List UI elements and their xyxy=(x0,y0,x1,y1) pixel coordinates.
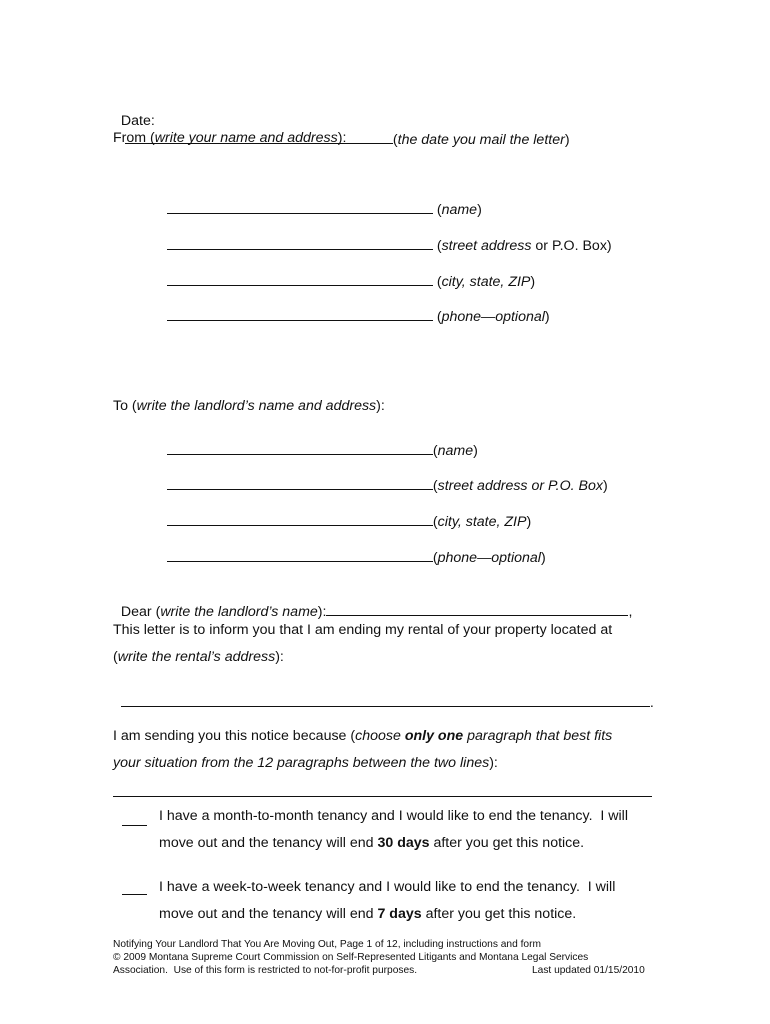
to-street-row: (street address or P.O. Box) xyxy=(159,458,608,495)
section-divider xyxy=(113,796,652,797)
notice-line1: I am sending you this notice because (choose only one paragraph that best fits xyxy=(113,728,613,744)
rental-address-blank[interactable] xyxy=(121,693,650,707)
from-heading: From (write your name and address): xyxy=(113,130,347,146)
to-phone-row: (phone—optional) xyxy=(159,530,546,567)
address-row: . xyxy=(113,675,654,712)
date-hint: the date you mail the letter xyxy=(397,132,565,148)
from-name-row: (name) xyxy=(159,182,482,219)
from-city-blank[interactable] xyxy=(167,272,433,286)
option-2-line2: move out and the tenancy will end 7 days after you get this notice. xyxy=(159,906,577,922)
to-city-blank[interactable] xyxy=(167,512,433,526)
from-phone-row: (phone—optional) xyxy=(159,289,550,326)
to-name-row: (name) xyxy=(159,423,478,460)
footer-line3: Association. Use of this form is restricted to not-for-profit purposes. xyxy=(113,965,418,976)
from-street-blank[interactable] xyxy=(167,236,433,250)
to-phone-blank[interactable] xyxy=(167,548,433,562)
to-heading: To (write the landlord’s name and address): xyxy=(113,398,385,414)
to-street-blank[interactable] xyxy=(167,476,433,490)
option-2-line1: I have a week-to-week tenancy and I would like to end the tenancy. I will xyxy=(159,879,616,895)
from-name-blank[interactable] xyxy=(167,200,433,214)
footer-line2: © 2009 Montana Supreme Court Commission on Self-Represented Litigants and Montana Legal Services xyxy=(113,952,589,963)
notice-line2: your situation from the 12 paragraphs between the two lines): xyxy=(113,755,498,771)
option-1-checkbox-line[interactable] xyxy=(122,825,147,826)
to-name-blank[interactable] xyxy=(167,441,433,455)
dear-row: Dear (write the landlord’s name): , xyxy=(120,604,633,620)
date-row: Date: (the date you mail the letter) xyxy=(120,113,570,148)
from-street-row: (street address or P.O. Box) xyxy=(159,218,612,255)
option-1-line2: move out and the tenancy will end 30 days after you get this notice. xyxy=(159,835,585,851)
footer-line1: Notifying Your Landlord That You Are Moving Out, Page 1 of 12, including instructions and form xyxy=(113,939,541,950)
intro-line1: This letter is to inform you that I am ending my rental of your property located at xyxy=(113,622,613,638)
to-city-row: (city, state, ZIP) xyxy=(159,494,531,531)
date-label: Date: xyxy=(120,113,155,129)
footer-updated: Last updated 01/15/2010 xyxy=(532,965,645,976)
option-1-line1: I have a month-to-month tenancy and I would like to end the tenancy. I will xyxy=(159,808,628,824)
option-2-checkbox-line[interactable] xyxy=(122,894,147,895)
dear-blank[interactable] xyxy=(326,602,628,616)
from-phone-blank[interactable] xyxy=(167,307,433,321)
intro-line2: (write the rental’s address): xyxy=(113,649,284,665)
from-city-row: (city, state, ZIP) xyxy=(159,254,535,291)
